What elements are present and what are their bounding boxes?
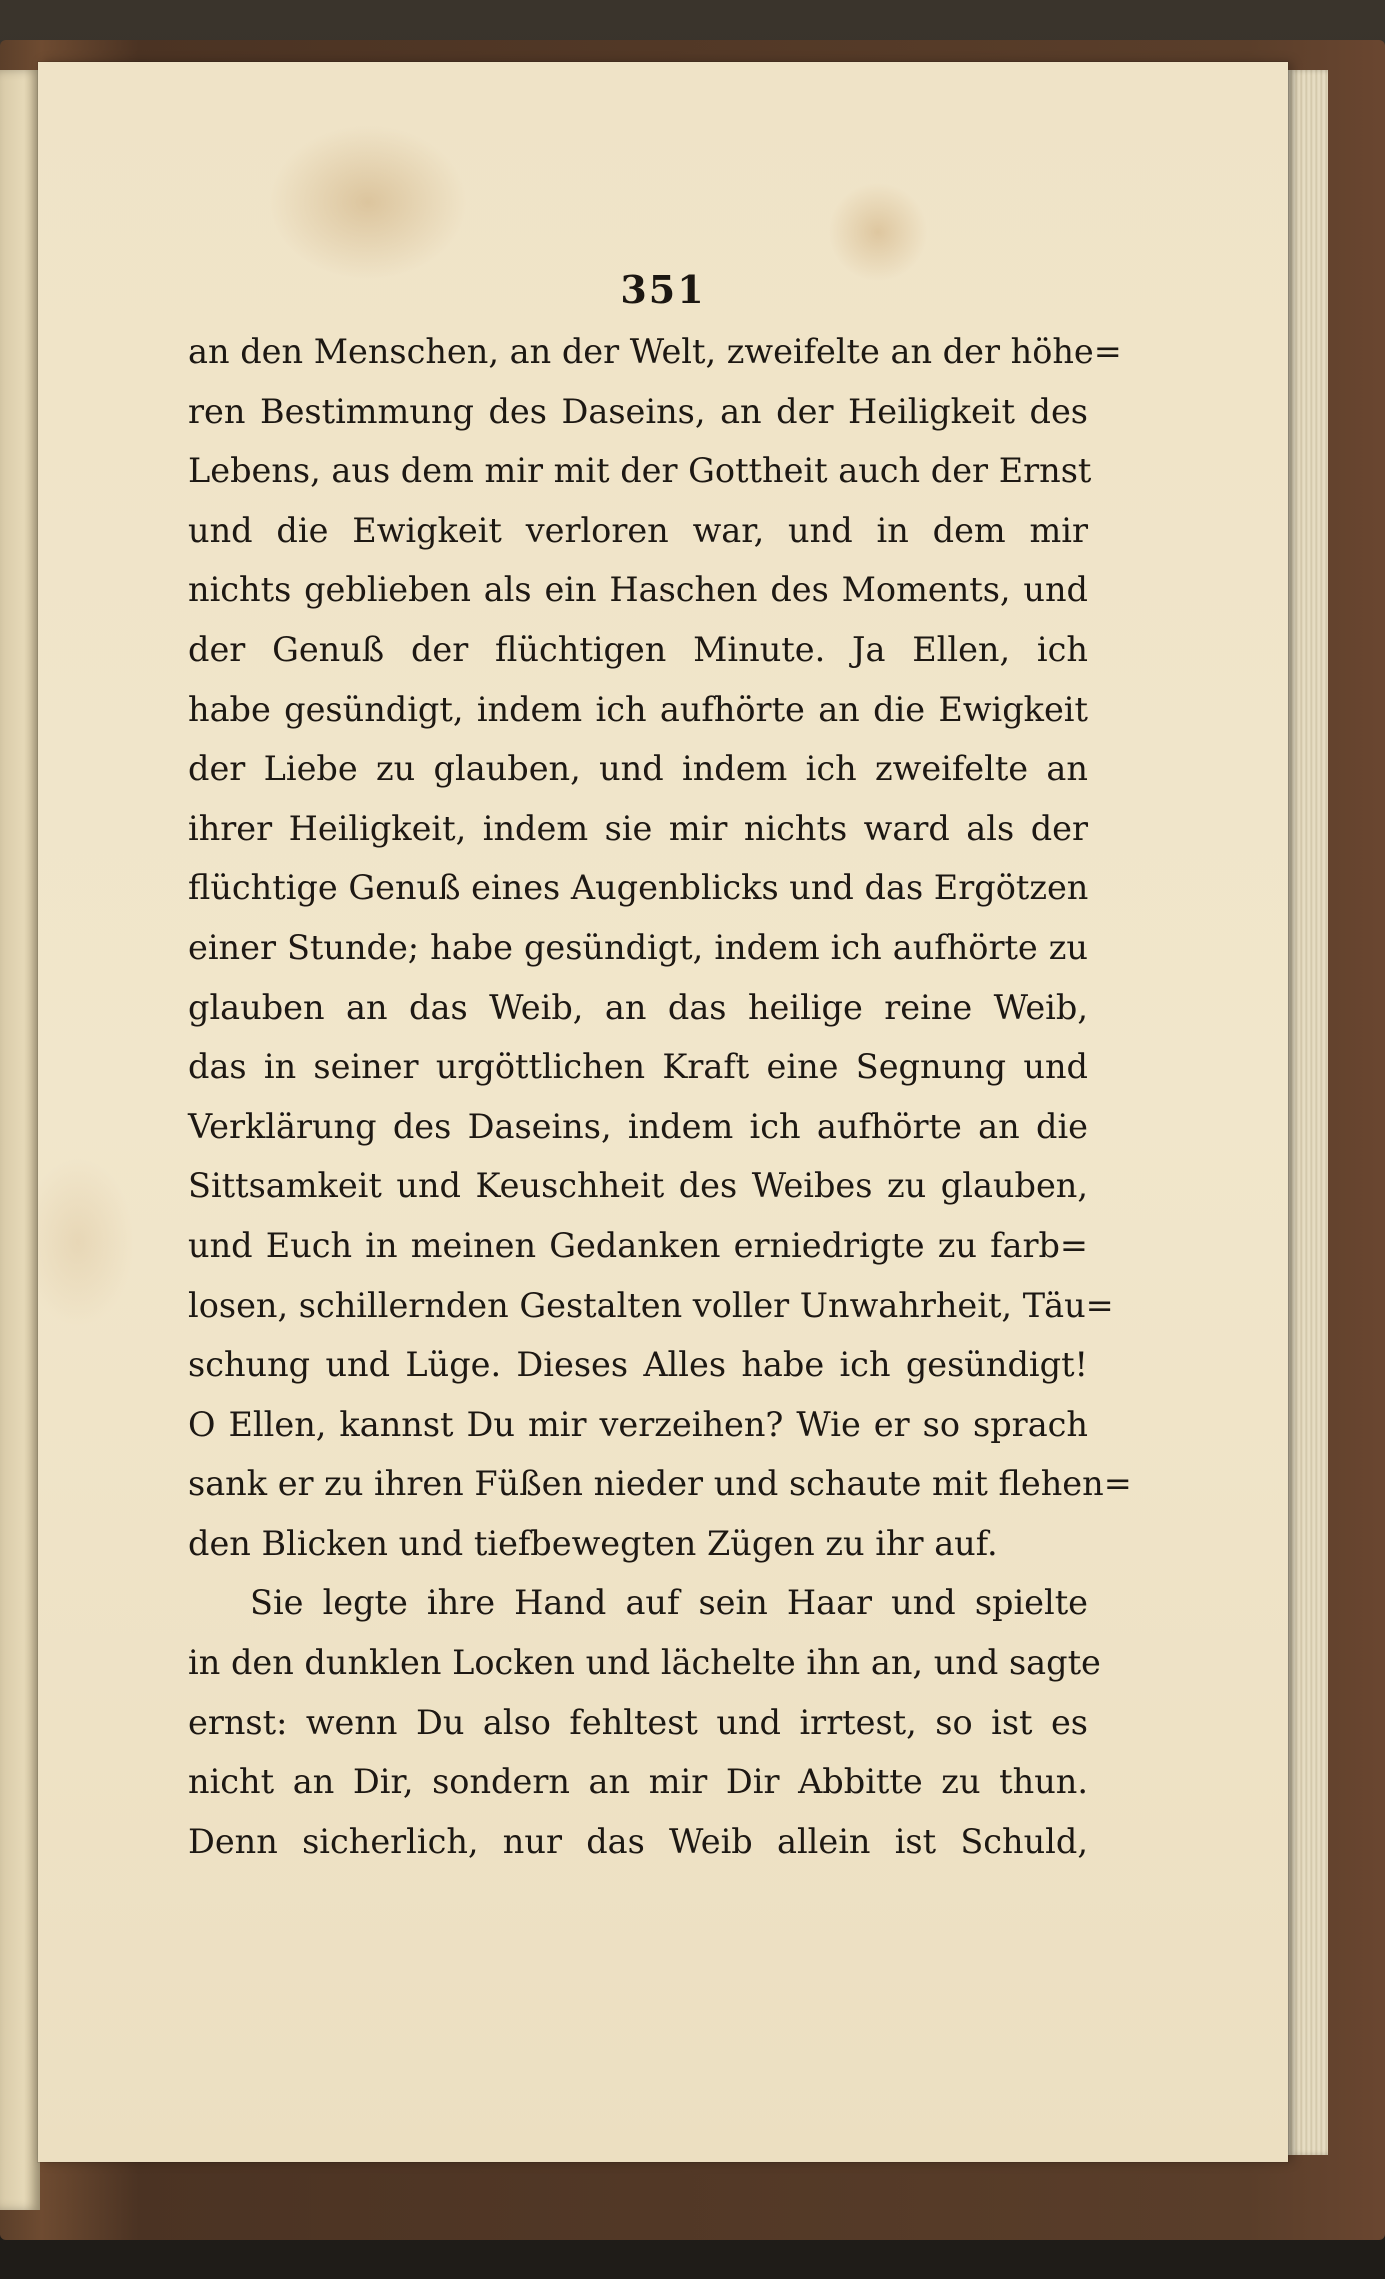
- text-line: nichts geblieben als ein Haschen des Moments, und: [188, 570, 1088, 610]
- text-line: den Blicken und tiefbewegten Zügen zu ihr auf.: [188, 1523, 998, 1563]
- text-line: Sittsamkeit und Keuschheit des Weibes zu glauben,: [188, 1166, 1088, 1206]
- text-line: glauben an das Weib, an das heilige reine Weib,: [188, 987, 1088, 1027]
- text-line: O Ellen, kannst Du mir verzeihen? Wie er so sprach: [188, 1404, 1088, 1444]
- text-line: ren Bestimmung des Daseins, an der Heiligkeit des: [188, 391, 1088, 431]
- text-line: Sie legte ihre Hand auf sein Haar und spielte: [250, 1583, 1088, 1623]
- text-line: und Euch in meinen Gedanken erniedrigte zu farb=: [188, 1225, 1088, 1265]
- text-line: an den Menschen, an der Welt, zweifelte an der höhe=: [188, 332, 1122, 371]
- text-line: habe gesündigt, indem ich aufhörte an die Ewigkeit: [188, 689, 1088, 729]
- text-line: Verklärung des Daseins, indem ich aufhörte an die: [188, 1106, 1088, 1146]
- text-line: Denn sicherlich, nur das Weib allein ist Schuld,: [188, 1821, 1088, 1861]
- text-line: und die Ewigkeit verloren war, und in dem mir: [188, 510, 1088, 550]
- text-line: losen, schillernden Gestalten voller Unwahrheit, Täu=: [188, 1285, 1114, 1325]
- page-body-text: [188, 322, 1132, 1871]
- text-line: ihrer Heiligkeit, indem sie mir nichts ward als der: [188, 808, 1088, 848]
- book-page: [38, 62, 1288, 2162]
- page-number: 351: [620, 267, 706, 312]
- text-line: einer Stunde; habe gesündigt, indem ich aufhörte zu: [188, 927, 1088, 967]
- text-line: der Genuß der flüchtigen Minute. Ja Ellen, ich: [188, 629, 1088, 669]
- text-line: flüchtige Genuß eines Augenblicks und das Ergötzen: [188, 868, 1089, 908]
- text-line: in den dunklen Locken und lächelte ihn an, und sagte: [188, 1643, 1101, 1683]
- text-line: schung und Lüge. Dieses Alles habe ich gesündigt!: [188, 1345, 1088, 1385]
- text-line: Lebens, aus dem mir mit der Gottheit auch der Ernst: [188, 451, 1092, 491]
- page-fore-edge: [1288, 70, 1328, 2155]
- text-line: nicht an Dir, sondern an mir Dir Abbitte zu thun.: [188, 1762, 1088, 1802]
- text-line: der Liebe zu glauben, und indem ich zweifelte an: [188, 749, 1088, 789]
- text-line: sank er zu ihren Füßen nieder und schaute mit flehen=: [188, 1464, 1132, 1504]
- text-line: das in seiner urgöttlichen Kraft eine Segnung und: [188, 1047, 1088, 1087]
- text-line: ernst: wenn Du also fehltest und irrtest, so ist es: [188, 1702, 1088, 1742]
- facing-page-edge: [0, 70, 40, 2210]
